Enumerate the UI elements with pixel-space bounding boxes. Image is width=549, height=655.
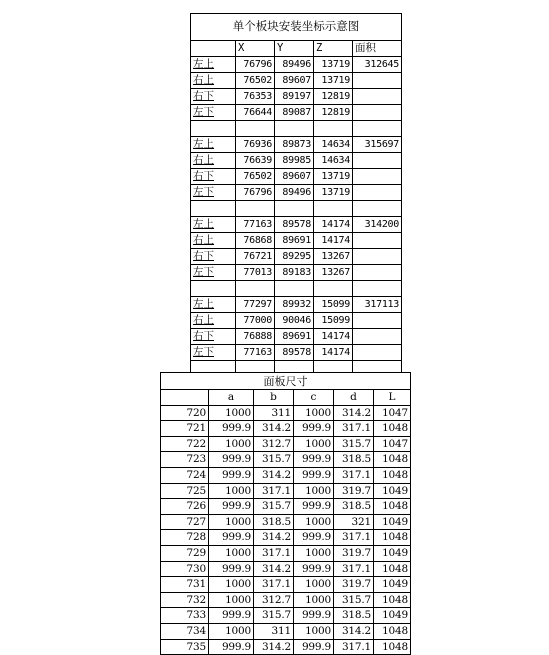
z-value-cell: 15099 (314, 297, 353, 313)
y-value-cell: 89578 (275, 217, 314, 233)
panel-dimension-cell: 314.2 (334, 405, 374, 421)
area-value-cell: 315697 (353, 137, 402, 153)
blank-cell (236, 201, 275, 217)
y-value-cell: 89197 (275, 89, 314, 105)
y-value-cell: 89985 (275, 153, 314, 169)
area-value-cell (353, 169, 402, 185)
panel-dimension-cell: 315.7 (254, 608, 294, 624)
panel-dimension-cell: 1048 (374, 561, 411, 577)
x-value-cell: 76796 (236, 185, 275, 201)
area-value-cell: 317113 (353, 297, 402, 313)
corner-label-cell: 左上 (191, 137, 236, 153)
blank-cell (314, 121, 353, 137)
corner-label-cell: 右上 (191, 313, 236, 329)
panel-size-row (161, 561, 411, 577)
panel-dimension-cell: 314.2 (334, 623, 374, 639)
panel-dimension-cell: 1000 (294, 545, 334, 561)
blank-cell (191, 201, 236, 217)
corner-label-cell: 右上 (191, 153, 236, 169)
blank-cell (314, 281, 353, 297)
panel-size-header-cell: d (334, 390, 374, 406)
panel-dimension-cell: 999.9 (209, 530, 254, 546)
coordinate-row (191, 57, 402, 73)
panel-dimension-cell: 314.2 (254, 421, 294, 437)
panel-id-cell: 731 (161, 577, 209, 593)
panel-dimension-cell: 319.7 (334, 577, 374, 593)
panel-id-cell: 723 (161, 452, 209, 468)
panel-dimension-cell: 317.1 (334, 639, 374, 655)
corner-label-cell: 右下 (191, 329, 236, 345)
coordinate-table-header-row (191, 41, 402, 57)
panel-dimension-cell: 1048 (374, 452, 411, 468)
panel-dimension-cell: 1048 (374, 467, 411, 483)
panel-dimension-cell: 999.9 (209, 608, 254, 624)
y-value-cell: 89691 (275, 329, 314, 345)
panel-dimension-cell: 317.1 (334, 421, 374, 437)
panel-size-row (161, 639, 411, 655)
panel-dimension-cell: 1000 (294, 514, 334, 530)
panel-size-header-cell: c (294, 390, 334, 406)
blank-separator-row (191, 121, 402, 137)
panel-id-cell: 732 (161, 592, 209, 608)
coordinate-row (191, 153, 402, 169)
corner-label-cell: 左下 (191, 265, 236, 281)
panel-dimension-cell: 318.5 (334, 499, 374, 515)
panel-dimension-cell: 1000 (209, 577, 254, 593)
header-cell-label (191, 41, 236, 57)
panel-id-cell: 726 (161, 499, 209, 515)
panel-dimension-cell: 319.7 (334, 483, 374, 499)
area-value-cell (353, 105, 402, 121)
panel-dimension-cell: 318.5 (334, 608, 374, 624)
panel-dimension-cell: 317.1 (334, 561, 374, 577)
panel-dimension-cell: 314.2 (254, 530, 294, 546)
coordinate-row (191, 297, 402, 313)
panel-dimension-cell: 1000 (209, 623, 254, 639)
panel-dimension-cell: 1000 (294, 405, 334, 421)
corner-label-cell: 右下 (191, 249, 236, 265)
header-cell-z: Z (314, 41, 353, 57)
header-cell-area: 面积 (353, 41, 402, 57)
y-value-cell: 89295 (275, 249, 314, 265)
blank-cell (314, 201, 353, 217)
coordinate-row (191, 169, 402, 185)
panel-dimension-cell: 999.9 (209, 639, 254, 655)
corner-label-cell: 右上 (191, 233, 236, 249)
z-value-cell: 14174 (314, 217, 353, 233)
header-cell-x: X (236, 41, 275, 57)
z-value-cell: 13719 (314, 73, 353, 89)
panel-id-cell: 722 (161, 436, 209, 452)
y-value-cell: 89932 (275, 297, 314, 313)
panel-dimension-cell: 1047 (374, 436, 411, 452)
panel-dimension-cell: 999.9 (294, 467, 334, 483)
blank-separator-row (191, 201, 402, 217)
panel-size-table (160, 372, 411, 655)
y-value-cell: 89873 (275, 137, 314, 153)
blank-cell (275, 121, 314, 137)
area-value-cell (353, 233, 402, 249)
y-value-cell: 89087 (275, 105, 314, 121)
corner-label-cell: 左上 (191, 57, 236, 73)
area-value-cell (353, 329, 402, 345)
x-value-cell: 77163 (236, 345, 275, 361)
z-value-cell: 13719 (314, 57, 353, 73)
panel-size-row (161, 421, 411, 437)
blank-cell (236, 281, 275, 297)
panel-size-header-row (161, 390, 411, 406)
z-value-cell: 13719 (314, 169, 353, 185)
panel-dimension-cell: 311 (254, 405, 294, 421)
panel-id-cell: 721 (161, 421, 209, 437)
z-value-cell: 14634 (314, 153, 353, 169)
panel-id-cell: 725 (161, 483, 209, 499)
x-value-cell: 76639 (236, 153, 275, 169)
panel-dimension-cell: 999.9 (294, 639, 334, 655)
x-value-cell: 77163 (236, 217, 275, 233)
panel-size-row (161, 499, 411, 515)
panel-dimension-cell: 1048 (374, 530, 411, 546)
y-value-cell: 89607 (275, 73, 314, 89)
panel-dimension-cell: 999.9 (209, 467, 254, 483)
area-value-cell: 314200 (353, 217, 402, 233)
x-value-cell: 76644 (236, 105, 275, 121)
x-value-cell: 76888 (236, 329, 275, 345)
panel-dimension-cell: 312.7 (254, 436, 294, 452)
panel-dimension-cell: 1047 (374, 405, 411, 421)
coordinate-row (191, 217, 402, 233)
panel-size-row (161, 623, 411, 639)
corner-label-cell: 左下 (191, 105, 236, 121)
panel-dimension-cell: 315.7 (334, 592, 374, 608)
y-value-cell: 89496 (275, 185, 314, 201)
panel-id-cell: 729 (161, 545, 209, 561)
z-value-cell: 14174 (314, 345, 353, 361)
panel-dimension-cell: 1049 (374, 514, 411, 530)
panel-dimension-cell: 999.9 (294, 499, 334, 515)
panel-size-row (161, 405, 411, 421)
panel-dimension-cell: 319.7 (334, 545, 374, 561)
panel-size-row (161, 483, 411, 499)
area-value-cell (353, 153, 402, 169)
blank-cell (275, 201, 314, 217)
panel-dimension-cell: 999.9 (294, 452, 334, 468)
y-value-cell: 89691 (275, 233, 314, 249)
panel-id-cell: 735 (161, 639, 209, 655)
panel-dimension-cell: 1048 (374, 499, 411, 515)
panel-dimension-cell: 999.9 (209, 561, 254, 577)
header-cell-y: Y (275, 41, 314, 57)
y-value-cell: 89183 (275, 265, 314, 281)
x-value-cell: 77297 (236, 297, 275, 313)
area-value-cell (353, 89, 402, 105)
x-value-cell: 77013 (236, 265, 275, 281)
coordinate-row (191, 265, 402, 281)
panel-dimension-cell: 1049 (374, 608, 411, 624)
panel-dimension-cell: 315.7 (334, 436, 374, 452)
panel-dimension-cell: 317.1 (334, 530, 374, 546)
z-value-cell: 13267 (314, 249, 353, 265)
blank-cell (236, 121, 275, 137)
z-value-cell: 14634 (314, 137, 353, 153)
blank-cell (191, 281, 236, 297)
panel-dimension-cell: 1000 (294, 577, 334, 593)
z-value-cell: 15099 (314, 313, 353, 329)
area-value-cell (353, 73, 402, 89)
panel-id-cell: 730 (161, 561, 209, 577)
corner-label-cell: 右上 (191, 73, 236, 89)
blank-cell (353, 121, 402, 137)
panel-dimension-cell: 1000 (209, 592, 254, 608)
coordinate-table (190, 13, 402, 377)
coordinate-row (191, 185, 402, 201)
panel-size-row (161, 530, 411, 546)
panel-size-row (161, 436, 411, 452)
z-value-cell: 14174 (314, 329, 353, 345)
panel-size-header-cell (161, 390, 209, 406)
x-value-cell: 76353 (236, 89, 275, 105)
z-value-cell: 12819 (314, 105, 353, 121)
panel-dimension-cell: 1048 (374, 623, 411, 639)
area-value-cell (353, 249, 402, 265)
panel-id-cell: 728 (161, 530, 209, 546)
panel-dimension-cell: 1049 (374, 483, 411, 499)
panel-dimension-cell: 312.7 (254, 592, 294, 608)
coordinate-table-title: 单个板块安装坐标示意图 (191, 14, 402, 41)
panel-dimension-cell: 318.5 (334, 452, 374, 468)
y-value-cell: 90046 (275, 313, 314, 329)
panel-id-cell: 720 (161, 405, 209, 421)
y-value-cell: 89578 (275, 345, 314, 361)
panel-size-header-cell: a (209, 390, 254, 406)
x-value-cell: 77000 (236, 313, 275, 329)
coordinate-row (191, 89, 402, 105)
panel-size-header-cell: b (254, 390, 294, 406)
coordinate-row (191, 233, 402, 249)
blank-cell (191, 121, 236, 137)
area-value-cell (353, 345, 402, 361)
area-value-cell (353, 265, 402, 281)
panel-id-cell: 733 (161, 608, 209, 624)
panel-dimension-cell: 999.9 (294, 561, 334, 577)
panel-dimension-cell: 1048 (374, 639, 411, 655)
panel-size-row (161, 608, 411, 624)
panel-size-header-cell: L (374, 390, 411, 406)
corner-label-cell: 左上 (191, 297, 236, 313)
coordinate-row (191, 345, 402, 361)
panel-dimension-cell: 317.1 (334, 467, 374, 483)
corner-label-cell: 左下 (191, 345, 236, 361)
panel-id-cell: 734 (161, 623, 209, 639)
panel-size-row (161, 577, 411, 593)
blank-cell (353, 201, 402, 217)
panel-dimension-cell: 311 (254, 623, 294, 639)
panel-size-row (161, 592, 411, 608)
panel-size-row (161, 545, 411, 561)
area-value-cell (353, 313, 402, 329)
coordinate-row (191, 313, 402, 329)
z-value-cell: 13719 (314, 185, 353, 201)
panel-dimension-cell: 321 (334, 514, 374, 530)
coordinate-row (191, 105, 402, 121)
panel-size-row (161, 467, 411, 483)
panel-dimension-cell: 1000 (209, 436, 254, 452)
panel-size-table-title: 面板尺寸 (161, 373, 411, 390)
panel-dimension-cell: 317.1 (254, 577, 294, 593)
coordinate-row (191, 249, 402, 265)
panel-dimension-cell: 1000 (209, 405, 254, 421)
coordinate-table-title-row (191, 14, 402, 41)
panel-size-table-title-row (161, 373, 411, 390)
panel-dimension-cell: 999.9 (294, 421, 334, 437)
panel-dimension-cell: 1000 (294, 592, 334, 608)
corner-label-cell: 右下 (191, 89, 236, 105)
panel-dimension-cell: 1000 (294, 623, 334, 639)
coordinate-row (191, 73, 402, 89)
y-value-cell: 89607 (275, 169, 314, 185)
panel-dimension-cell: 315.7 (254, 452, 294, 468)
x-value-cell: 76796 (236, 57, 275, 73)
panel-dimension-cell: 317.1 (254, 483, 294, 499)
panel-id-cell: 727 (161, 514, 209, 530)
panel-dimension-cell: 1000 (294, 483, 334, 499)
y-value-cell: 89496 (275, 57, 314, 73)
blank-separator-row (191, 281, 402, 297)
x-value-cell: 76721 (236, 249, 275, 265)
panel-dimension-cell: 1049 (374, 545, 411, 561)
x-value-cell: 76868 (236, 233, 275, 249)
panel-dimension-cell: 1000 (209, 545, 254, 561)
x-value-cell: 76502 (236, 73, 275, 89)
panel-dimension-cell: 315.7 (254, 499, 294, 515)
panel-dimension-cell: 1000 (294, 436, 334, 452)
panel-dimension-cell: 999.9 (209, 499, 254, 515)
panel-dimension-cell: 1048 (374, 421, 411, 437)
x-value-cell: 76502 (236, 169, 275, 185)
panel-size-row (161, 452, 411, 468)
panel-dimension-cell: 1049 (374, 577, 411, 593)
blank-cell (275, 281, 314, 297)
x-value-cell: 76936 (236, 137, 275, 153)
panel-size-row (161, 514, 411, 530)
panel-dimension-cell: 314.2 (254, 639, 294, 655)
corner-label-cell: 右下 (191, 169, 236, 185)
panel-dimension-cell: 1000 (209, 483, 254, 499)
panel-dimension-cell: 314.2 (254, 467, 294, 483)
coordinate-row (191, 329, 402, 345)
panel-dimension-cell: 318.5 (254, 514, 294, 530)
panel-dimension-cell: 314.2 (254, 561, 294, 577)
corner-label-cell: 左上 (191, 217, 236, 233)
panel-dimension-cell: 317.1 (254, 545, 294, 561)
panel-dimension-cell: 999.9 (209, 452, 254, 468)
z-value-cell: 14174 (314, 233, 353, 249)
panel-dimension-cell: 999.9 (294, 608, 334, 624)
area-value-cell (353, 185, 402, 201)
corner-label-cell: 左下 (191, 185, 236, 201)
area-value-cell: 312645 (353, 57, 402, 73)
panel-dimension-cell: 999.9 (209, 421, 254, 437)
panel-id-cell: 724 (161, 467, 209, 483)
panel-dimension-cell: 1048 (374, 592, 411, 608)
z-value-cell: 12819 (314, 89, 353, 105)
panel-dimension-cell: 1000 (209, 514, 254, 530)
panel-dimension-cell: 999.9 (294, 530, 334, 546)
z-value-cell: 13267 (314, 265, 353, 281)
coordinate-row (191, 137, 402, 153)
blank-cell (353, 281, 402, 297)
